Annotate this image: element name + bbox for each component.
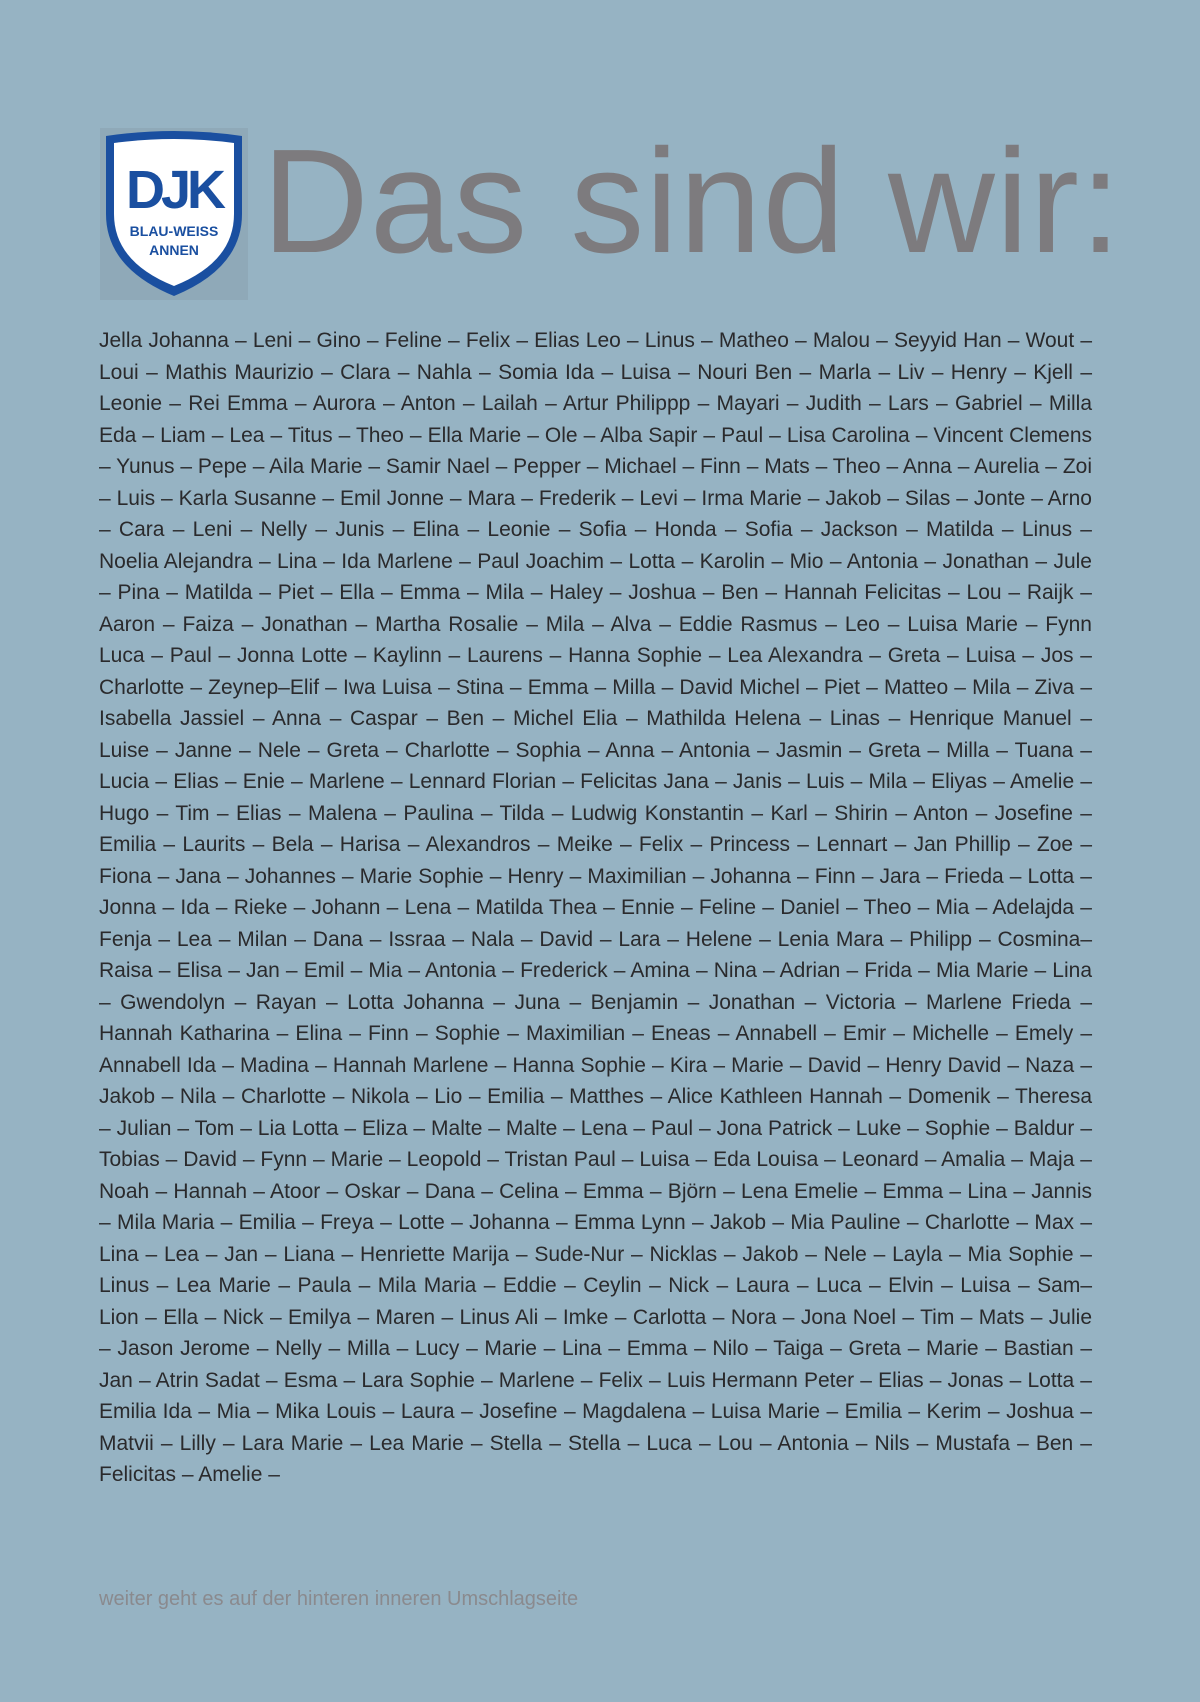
club-logo — [100, 128, 248, 300]
continuation-note: weiter geht es auf der hinteren inneren Umschlagseite — [99, 1588, 579, 1610]
member-names-list: Jella Johanna – Leni – Gino – Feline – Felix – Elias Leo – Linus – Matheo – Malou – Seyyid Han – Wout – Loui – Mathis Maurizio – Clara – Nahla – Somia Ida – Luisa – Nouri Ben – Marla – Liv – Henry – Kjell – Leonie – Rei Emma – Aurora – Anton – Lailah – Artur Philippp – Mayari – Judith – Lars – Gabriel – Milla Eda – Liam – Lea – Titus – Theo – Ella Marie – Ole – Alba Sapir – Paul – Lisa Carolina – Vincent Clemens – Yunus – Pepe – Aila Marie – Samir Nael – Pepper – Michael – Finn – Mats – Theo – Anna – Aurelia – Zoi – Luis – Karla Susanne – Emil Jonne – Mara – Frederik – Levi – Irma Marie – Jakob – Silas – Jonte – Arno – Cara – Leni – Nelly – Junis – Elina – Leonie – Sofia – Honda – Sofia – Jackson – Matilda – Linus – Noelia Alejandra – Lina – Ida Marlene – Paul Joachim – Lotta – Karolin – Mio – Antonia – Jonathan – Jule – Pina – Matilda – Piet – Ella – Emma – Mila – Haley – Joshua – Ben – Hannah Felicitas – Lou – Raijk – Aaron – Faiza – Jonathan – Martha Rosalie – Mila – Alva – Eddie Rasmus – Leo – Luisa Marie – Fynn Luca – Paul – Jonna Lotte – Kaylinn – Laurens – Hanna Sophie – Lea Alexandra – Greta – Luisa – Jos – Charlotte – Zeynep–Elif – Iwa Luisa – Stina – Emma – Milla – David Michel – Piet – Matteo – Mila – Ziva – Isabella Jassiel – Anna – Caspar – Ben – Michel Elia – Mathilda Helena – Linas – Henrique Manuel – Luise – Janne – Nele – Greta – Charlotte – Sophia – Anna – Antonia – Jasmin – Greta – Milla – Tuana – Lucia – Elias – Enie – Marlene – Lennard Florian – Felicitas Jana – Janis – Luis – Mila – Eliyas – Amelie – Hugo – Tim – Elias – Malena – Paulina – Tilda – Ludwig Konstantin – Karl – Shirin – Anton – Josefine – Emilia – Laurits – Bela – Harisa – Alexandros – Meike – Felix – Princess – Lennart – Jan Phillip – Zoe – Fiona – Jana – Johannes – Marie Sophie – Henry – Maximilian – Johanna – Finn – Jara – Frieda – Lotta – Jonna – Ida – Rieke – Johann – Lena – Matilda Thea – Ennie – Feline – Daniel – Theo – Mia – Adelajda – Fenja – Lea – Milan – Dana – Issraa – Nala – David – Lara – Helene – Lenia Mara – Philipp – Cosmina–Raisa – Elisa – Jan – Emil – Mia – Antonia – Frederick – Amina – Nina – Adrian – Frida – Mia Marie – Lina – Gwendolyn – Rayan – Lotta Johanna – Juna – Benjamin – Jonathan – Victoria – Marlene Frieda – Hannah Katharina – Elina – Finn – Sophie – Maximilian – Eneas – Annabell – Emir – Michelle – Emely – Annabell Ida – Madina – Hannah Marlene – Hanna Sophie – Kira – Marie – David – Henry David – Naza – Jakob – Nila – Charlotte – Nikola – Lio – Emilia – Matthes – Alice Kathleen Hannah – Domenik – Theresa – Julian – Tom – Lia Lotta – Eliza – Malte – Malte – Lena – Paul – Jona Patrick – Luke – Sophie – Baldur – Tobias – David – Fynn – Marie – Leopold – Tristan Paul – Luisa – Eda Louisa – Leonard – Amalia – Maja – Noah – Hannah – Atoor – Oskar – Dana – Celina – Emma – Björn – Lena Emelie – Emma – Lina – Jannis – Mila Maria – Emilia – Freya – Lotte – Johanna – Emma Lynn – Jakob – Mia Pauline – Charlotte – Max – Lina – Lea – Jan – Liana – Henriette Marija – Sude-Nur – Nicklas – Jakob – Nele – Layla – Mia Sophie – Linus – Lea Marie – Paula – Mila Maria – Eddie – Ceylin – Nick – Laura – Luca – Elvin – Luisa – Sam–Lion – Ella – Nick – Emilya – Maren – Linus Ali – Imke – Carlotta – Nora – Jona Noel – Tim – Mats – Julie – Jason Jerome – Nelly – Milla – Lucy – Marie – Lina – Emma – Nilo – Taiga – Greta – Marie – Bastian – Jan – Atrin Sadat – Esma – Lara Sophie – Marlene – Felix – Luis Hermann Peter – Elias – Jonas – Lotta – Emilia Ida – Mia – Mika Louis – Laura – Josefine – Magdalena – Luisa Marie – Emilia – Kerim – Joshua – Matvii – Lilly – Lara Marie – Lea Marie – Stella – Stella – Luca – Lou – Antonia – Nils – Mustafa – Ben – Felicitas – Amelie – — [99, 329, 1092, 1486]
page-headline: Das sind wir: — [262, 119, 1123, 284]
club-crest-icon — [100, 128, 248, 300]
logo-line-2: ANNEN — [149, 242, 199, 258]
logo-line-1: BLAU-WEISS — [129, 223, 219, 239]
logo-monogram: DJK — [125, 160, 223, 220]
